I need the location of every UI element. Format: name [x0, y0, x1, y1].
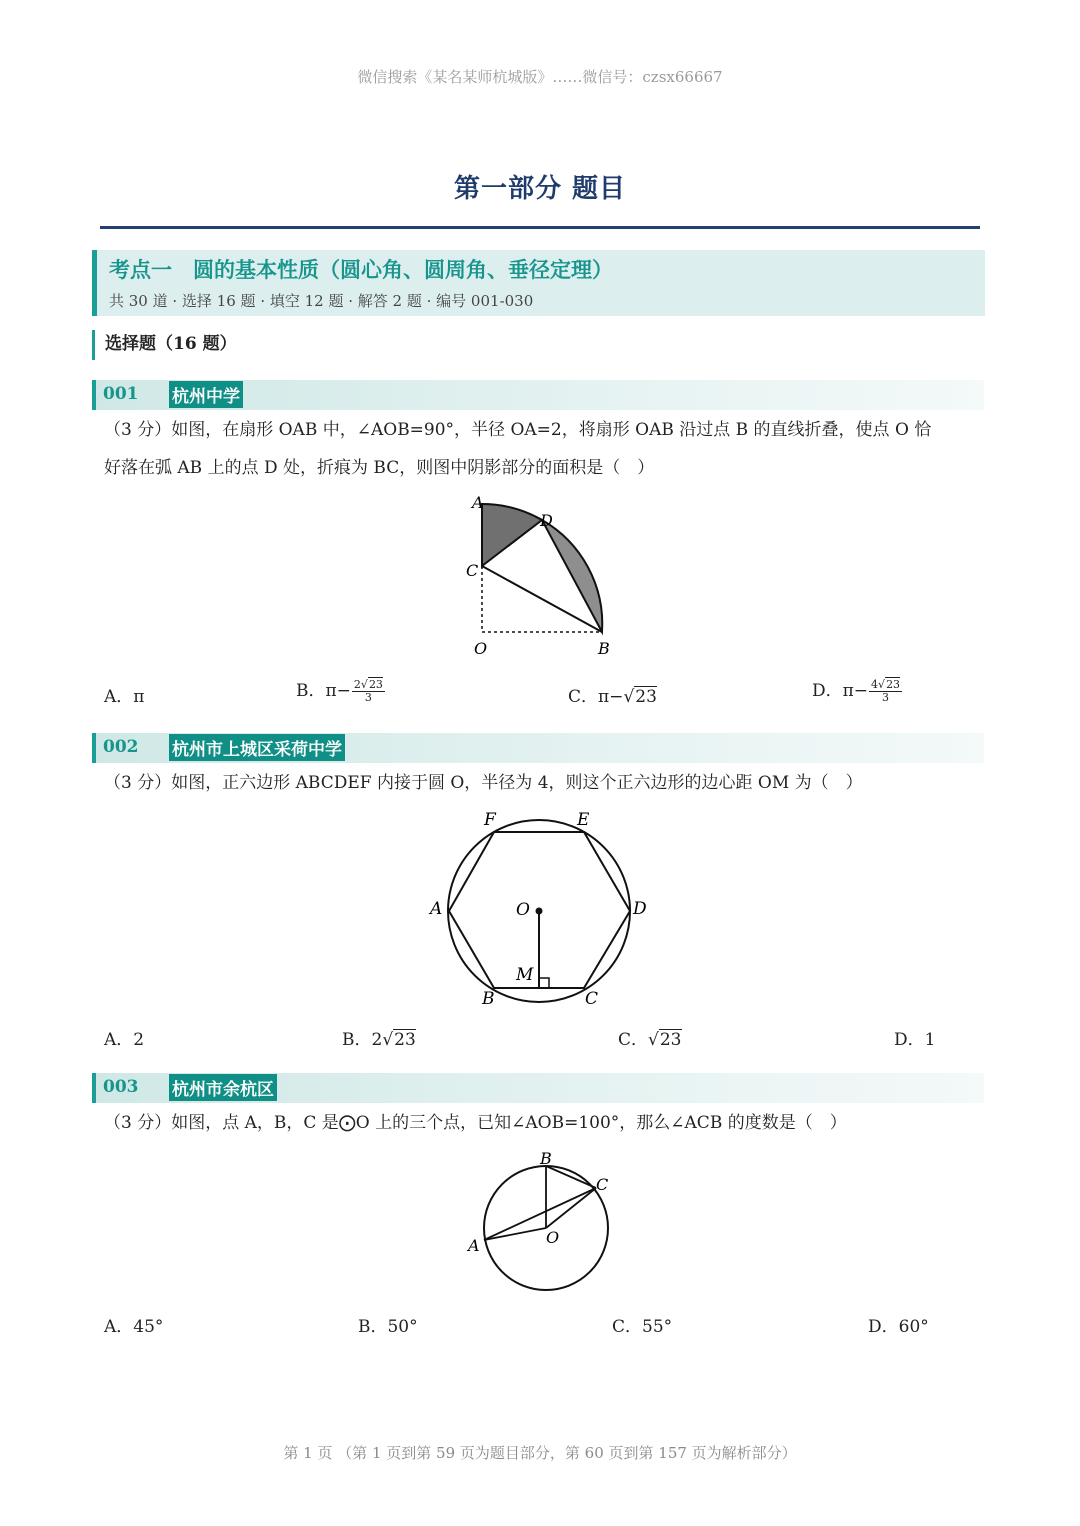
figure-label: C: [585, 989, 599, 1009]
question-text-line: （3 分）如图，在扇形 OAB 中，∠AOB=90°，半径 OA=2，将扇形 OAB 沿过点 B 的直线折叠，使点 O 恰: [104, 420, 932, 440]
option-b[interactable]: B．50°: [358, 1317, 418, 1337]
question-source: 杭州市余杭区: [169, 1074, 277, 1101]
option-b[interactable]: B．π− $\frac{2√23}{3}$: [296, 678, 383, 704]
question-number: 001: [103, 384, 139, 404]
figure-label: A: [468, 1236, 480, 1255]
question-text: [104, 764, 974, 802]
question-source: 杭州中学: [169, 381, 243, 408]
option-a[interactable]: A．45°: [104, 1317, 164, 1337]
figure-label: D: [540, 511, 553, 530]
figure-sector-fold: [462, 492, 622, 662]
topic-title: 考点一 圆的基本性质（圆心角、圆周角、垂径定理）: [109, 257, 613, 282]
option-d[interactable]: D．60°: [868, 1317, 929, 1337]
header-note: 微信搜索《某名某师杭城版》……微信号：czsx66667: [357, 68, 723, 86]
option-c[interactable]: C．√23: [618, 1030, 682, 1050]
option-d[interactable]: D．1: [894, 1030, 936, 1050]
figure-label: O: [516, 900, 530, 920]
question-number: 003: [103, 1077, 139, 1097]
option-b[interactable]: B．2√23: [342, 1030, 416, 1050]
figure-label: A: [472, 493, 484, 512]
figure-label: C: [596, 1175, 609, 1194]
option-d[interactable]: D．π− $\frac{4√23}{3}$: [812, 678, 901, 704]
question-header: [92, 380, 984, 410]
option-c[interactable]: C．55°: [612, 1317, 673, 1337]
figure-hexagon-circle: [422, 806, 662, 1011]
topic-banner: [92, 250, 985, 316]
option-a[interactable]: A．2: [104, 1030, 145, 1050]
option-a[interactable]: A．π: [104, 687, 145, 707]
figure-label: A: [430, 899, 443, 919]
figure-label: B: [540, 1149, 552, 1168]
question-number: 002: [103, 737, 139, 757]
question-header: [92, 1073, 984, 1103]
page-title: 第一部分 题目: [453, 174, 627, 204]
question-text-line: （3 分）如图，正六边形 ABCDEF 内接于圆 O，半径为 4，则这个正六边形的边心距 OM 为（ ）: [104, 773, 863, 793]
figure-label: B: [598, 639, 610, 658]
figure-label: O: [474, 639, 488, 658]
option-c[interactable]: C．π−√23: [568, 687, 657, 707]
question-text-line: （3 分）如图，点 A，B，C 是⨀O 上的三个点，已知∠AOB=100°，那么∠ACB 的度数是（ ）: [104, 1113, 847, 1133]
page-footer: 第 1 页 （第 1 页到第 59 页为题目部分，第 60 页到第 157 页为解析部分）: [283, 1444, 797, 1462]
question-text: [104, 411, 974, 487]
figure-label: B: [482, 989, 495, 1009]
figure-label: E: [577, 810, 590, 830]
question-source: 杭州市上城区采荷中学: [169, 734, 345, 761]
section-label: 选择题（16 题）: [92, 330, 237, 360]
question-header: [92, 733, 984, 763]
question-text-line: 好落在弧 AB 上的点 D 处，折痕为 BC，则图中阴影部分的面积是（ ）: [104, 458, 655, 478]
question-text: [104, 1104, 974, 1142]
figure-label: C: [466, 561, 479, 580]
topic-meta: 共 30 道 · 选择 16 题 · 填空 12 题 · 解答 2 题 · 编号 001-030: [109, 292, 534, 310]
figure-circle-angles: [462, 1148, 622, 1296]
title-divider: [100, 226, 980, 229]
figure-label: F: [484, 810, 496, 830]
figure-label: O: [546, 1228, 560, 1247]
figure-label: M: [516, 965, 534, 985]
figure-label: D: [633, 899, 647, 919]
